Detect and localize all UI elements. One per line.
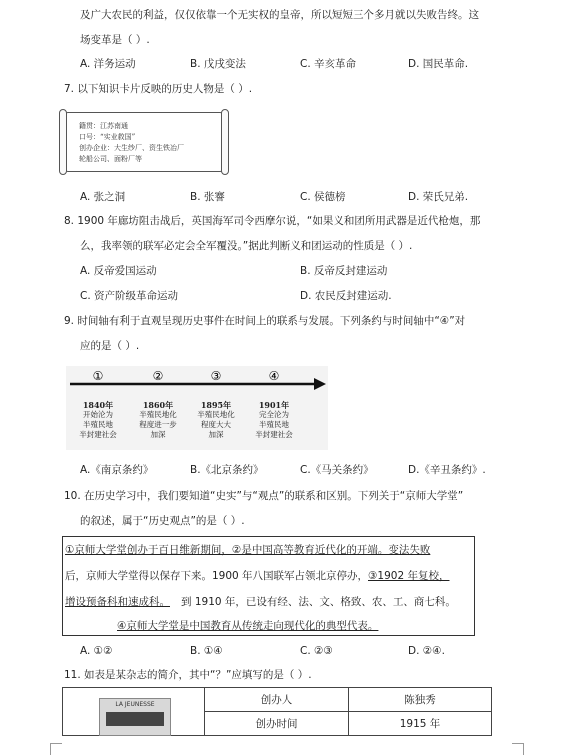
table-cell-label: 创办人 — [205, 688, 349, 712]
q7-option-d[interactable]: D. 荣氏兄弟. — [408, 191, 469, 203]
q10-material-line2b: ③1902 年复校， — [368, 570, 450, 582]
card-line-3: 创办企业：大生纱厂、资生铁冶厂 — [79, 144, 184, 152]
timeline-entry-3 — [188, 400, 244, 440]
timeline-arrow-head — [314, 378, 326, 390]
q8-question-line2: 么，我率领的联军必定会全军覆没。”据此判断义和团运动的性质是（ ）. — [80, 240, 413, 252]
q8-option-c[interactable]: C. 资产阶级革命运动 — [80, 290, 179, 302]
knowledge-card — [64, 112, 224, 172]
card-line-4: 轮船公司、面粉厂等 — [79, 155, 142, 163]
q6-text-line2: 场变革是（ ）. — [80, 34, 150, 46]
q9-option-b[interactable]: B.《北京条约》 — [190, 464, 264, 476]
magazine-cover-title: LA JEUNESSE — [115, 701, 155, 708]
q6-option-a[interactable]: A. 洋务运动 — [80, 58, 136, 70]
q10-option-a[interactable]: A. ①② — [80, 645, 113, 657]
timeline-axis — [66, 366, 328, 396]
q10-option-c[interactable]: C. ②③ — [300, 645, 333, 657]
q9-question-line1: 9. 时间轴有利于直观呈现历史事件在时间上的联系与发展。下列条约与时间轴中“④”对 — [64, 315, 466, 327]
q9-option-d[interactable]: D.《辛丑条约》. — [408, 464, 486, 476]
q10-question-line1: 10. 在历史学习中，我们要知道“史实”与“观点”的联系和区别。下列关于“京师大学堂” — [64, 490, 464, 502]
timeline-desc: 半殖民地 — [83, 420, 113, 429]
timeline-desc: 半殖民地 — [259, 420, 289, 429]
q7-option-a[interactable]: A. 张之洞 — [80, 191, 126, 203]
q10-material-line2a: 后，京师大学堂得以保存下来。1900 年八国联军占领北京停办， — [65, 570, 369, 582]
page-corner-mark-left — [50, 743, 62, 755]
q8-option-d[interactable]: D. 农民反封建运动. — [300, 290, 392, 302]
table-cell-value: 1915 年 — [349, 712, 492, 736]
timeline-desc: 半封建社会 — [255, 430, 293, 439]
card-line-1: 籍贯：江苏南通 — [79, 122, 128, 130]
q8-option-b[interactable]: B. 反帝反封建运动 — [300, 265, 388, 277]
q10-question-line2: 的叙述，属于“历史观点”的是（ ）. — [80, 515, 245, 527]
timeline-desc: 完全沦为 — [259, 410, 289, 419]
timeline-entry-4 — [246, 400, 302, 440]
magazine-cover-cell — [63, 688, 205, 736]
timeline-mark-1: ① — [92, 369, 104, 383]
table-cell-label: 创办时间 — [205, 712, 349, 736]
magazine-cover-band — [106, 712, 164, 726]
q9-question-line2: 应的是（ ）. — [80, 340, 140, 352]
q6-option-c[interactable]: C. 辛亥革命 — [300, 58, 357, 70]
q9-option-a[interactable]: A.《南京条约》 — [80, 464, 154, 476]
q11-question: 11. 如表是某杂志的简介，其中“？”应填写的是（ ）. — [64, 669, 312, 681]
q10-material-line3a: 增设预备科和速成科。 — [65, 596, 170, 608]
timeline-desc: 加深 — [208, 430, 224, 439]
timeline-figure — [66, 366, 328, 450]
timeline-desc: 程度大大 — [201, 420, 231, 429]
timeline-desc: 程度进一步 — [139, 420, 177, 429]
timeline-desc: 半殖民地化 — [139, 410, 177, 419]
table-row — [63, 688, 492, 712]
q6-text-line1: 及广大农民的利益，仅仅依靠一个无实权的皇帝，所以短短三个多月就以失败告终。这 — [80, 9, 479, 21]
timeline-desc: 开始沦为 — [83, 410, 113, 419]
timeline-mark-4: ④ — [268, 369, 280, 383]
timeline-year: 1901年 — [258, 400, 290, 410]
q10-option-d[interactable]: D. ②④. — [408, 645, 445, 657]
q9-option-c[interactable]: C.《马关条约》 — [300, 464, 374, 476]
timeline-mark-3: ③ — [210, 369, 222, 383]
table-cell-value: 陈独秀 — [349, 688, 492, 712]
scroll-roll-left — [59, 109, 67, 175]
scroll-roll-right — [221, 109, 229, 175]
timeline-year: 1860年 — [142, 400, 174, 410]
q10-material-line1: ①京师大学堂创办于百日维新期间，②是中国高等教育近代化的开端。变法失败 — [65, 544, 431, 556]
timeline-year: 1895年 — [200, 400, 232, 410]
timeline-entry-2 — [130, 400, 186, 440]
page-corner-mark-right — [512, 743, 524, 755]
timeline-entry-1 — [70, 400, 126, 440]
q11-magazine-table — [62, 687, 492, 736]
magazine-cover-image — [99, 698, 171, 736]
q7-question: 7. 以下知识卡片反映的历史人物是（ ）. — [64, 83, 253, 95]
q10-material-box — [62, 536, 475, 636]
timeline-mark-2: ② — [152, 369, 164, 383]
q8-question-line1: 8. 1900 年廊坊阻击战后，英国海军司令西摩尔说，“如果义和团所用武器是近代枪炮，那 — [64, 215, 481, 227]
q10-option-b[interactable]: B. ①④ — [190, 645, 223, 657]
q7-option-c[interactable]: C. 侯德榜 — [300, 191, 346, 203]
card-line-2: 口号：“实业救国” — [79, 133, 136, 141]
q7-option-b[interactable]: B. 张謇 — [190, 191, 225, 203]
timeline-desc: 加深 — [150, 430, 166, 439]
timeline-year: 1840年 — [82, 400, 114, 410]
q6-option-b[interactable]: B. 戊戌变法 — [190, 58, 246, 70]
q8-option-a[interactable]: A. 反帝爱国运动 — [80, 265, 157, 277]
q10-material-line3b: 到 1910 年，已设有经、法、文、格致、农、工、商七科。 — [181, 596, 456, 608]
q6-option-d[interactable]: D. 国民革命. — [408, 58, 469, 70]
timeline-desc: 半封建社会 — [79, 430, 117, 439]
q10-material-line4: ④京师大学堂是中国教育从传统走向现代化的典型代表。 — [117, 620, 379, 632]
timeline-desc: 半殖民地化 — [197, 410, 235, 419]
